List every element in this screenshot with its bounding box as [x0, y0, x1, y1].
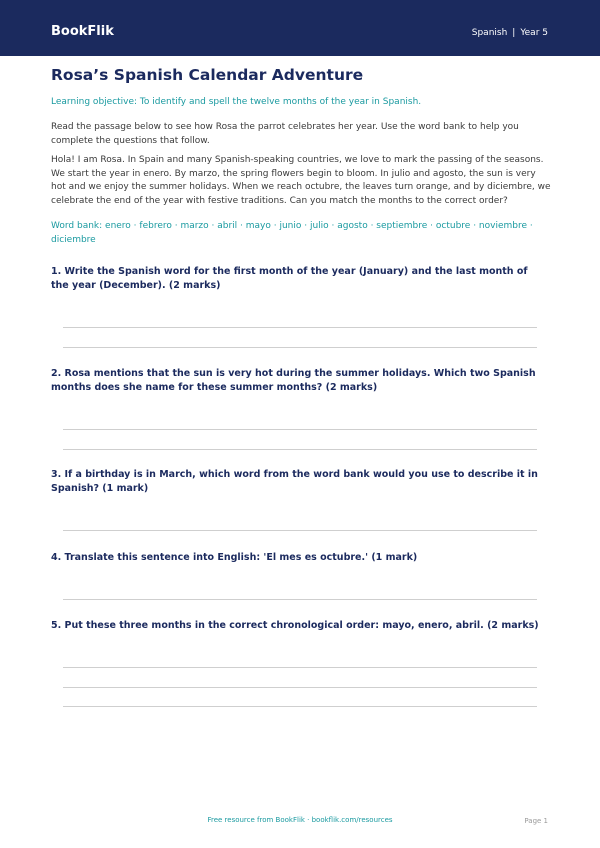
page-number: Page 1 [524, 817, 548, 825]
answer-line[interactable] [63, 599, 537, 600]
header-bar [0, 0, 600, 56]
brand-logo: BookFlik [51, 24, 114, 39]
answer-line[interactable] [63, 706, 537, 707]
page-title: Rosa’s Spanish Calendar Adventure [51, 66, 364, 84]
learning-objective: Learning objective: To identify and spell the twelve months of the year in Spanish. [51, 97, 422, 107]
answer-line[interactable] [63, 449, 537, 450]
question-5: 5. Put these three months in the correct chronological order: mayo, enero, abril. (2 marks) [51, 620, 539, 631]
answer-line[interactable] [63, 429, 537, 430]
intro-text: Read the passage below to see how Rosa the parrot celebrates her year. Use the word bank to help you complete the questions that follow. [51, 122, 519, 146]
answer-line[interactable] [63, 347, 537, 348]
question-3: 3. If a birthday is in March, which word from the word bank would you use to describe it in Spanish? (1 mark) [51, 469, 538, 494]
answer-line[interactable] [63, 667, 537, 668]
meta-separator: | [512, 28, 516, 38]
answer-line[interactable] [63, 327, 537, 328]
question-1: 1. Write the Spanish word for the first month of the year (January) and the last month of the year (December). (2 marks) [51, 266, 528, 291]
answer-line[interactable] [63, 687, 537, 688]
footer-text: Free resource from BookFlik · bookflik.com/resources [207, 816, 393, 824]
answer-line[interactable] [63, 530, 537, 531]
subject-label: Spanish [471, 28, 508, 38]
header-meta [472, 28, 548, 38]
word-bank: Word bank: enero · febrero · marzo · abril · mayo · junio · julio · agosto · septiembre · octubre · noviembre · diciembre [51, 221, 533, 245]
year-label: Year 5 [520, 28, 548, 38]
reading-passage: Hola! I am Rosa. In Spain and many Spanish-speaking countries, we love to mark the passing of the seasons. We start the year in enero. By marzo, the spring flowers begin to bloom. In julio and agosto, the sun is very hot and we enjoy the summer holidays. When we reach octubre, the leaves turn orange, and by diciembre, we celebrate the end of the year with festive traditions. Can you match the months to the correct order? [51, 155, 551, 206]
question-2: 2. Rosa mentions that the sun is very hot during the summer holidays. Which two Spanish months does she name for these summer months? (2 marks) [51, 368, 536, 393]
question-4: 4. Translate this sentence into English: 'El mes es octubre.' (1 mark) [51, 552, 418, 563]
